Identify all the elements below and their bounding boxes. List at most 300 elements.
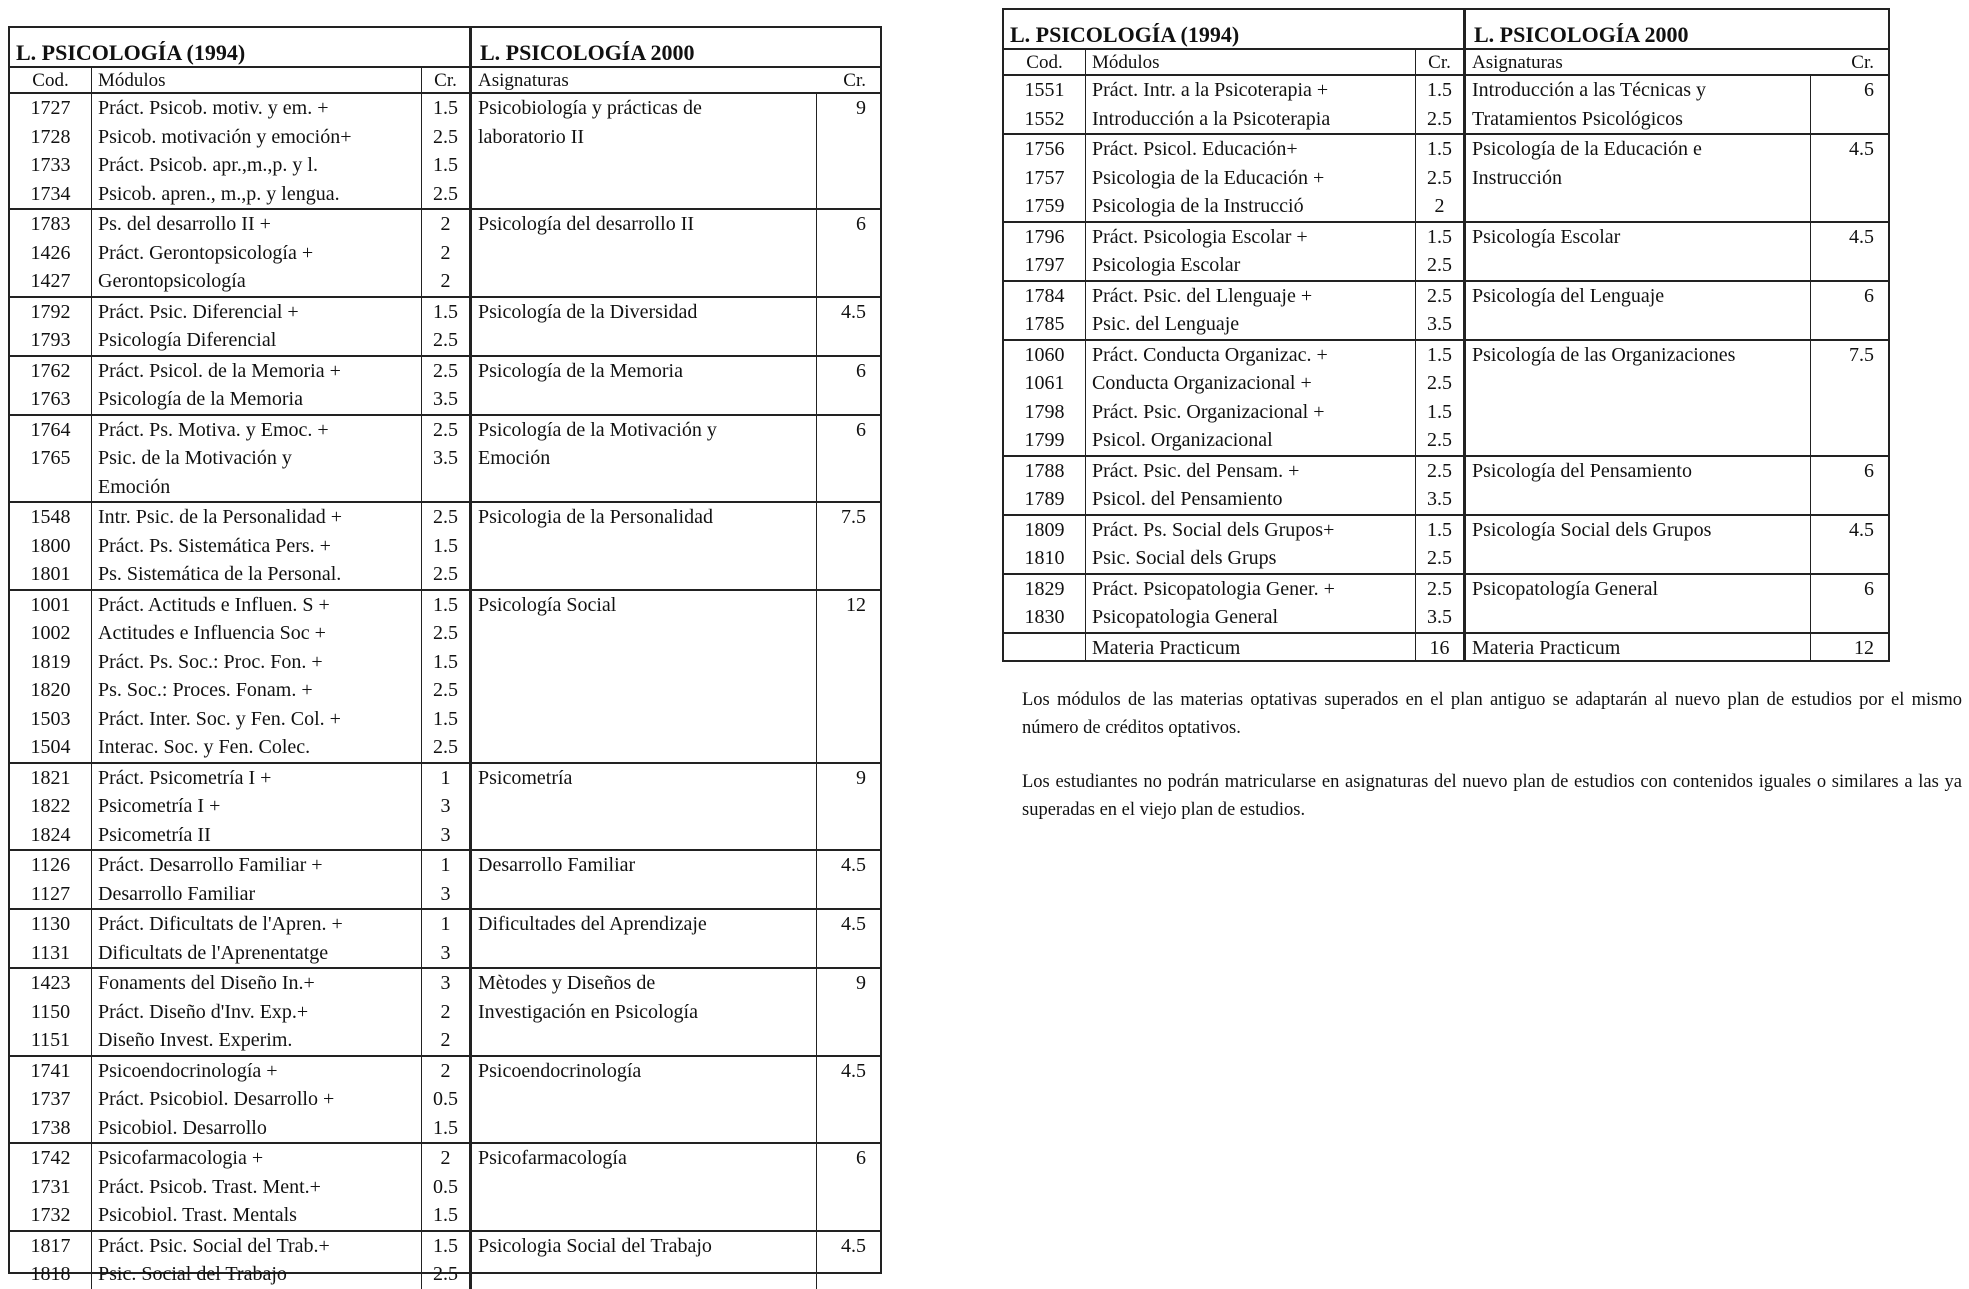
equivalence-row: [10, 1232, 880, 1289]
module-credits: [422, 473, 469, 502]
module-name: Psic. Social del Trabajo: [98, 1263, 287, 1285]
module-name: Práct. Ps. Social dels Grupos+: [1092, 518, 1335, 541]
module-code: 1423: [30, 972, 71, 994]
new-subject-cell: [472, 210, 817, 296]
old-module-cell: [92, 910, 422, 967]
new-subject-cell: [472, 1057, 817, 1143]
old-credit-cell: [1416, 634, 1466, 663]
new-subject-cell: [1466, 282, 1811, 339]
module-credits: 1.5: [433, 1234, 458, 1257]
col-header-cr-new: Cr.: [1851, 52, 1874, 73]
module-code: 1130: [30, 913, 71, 935]
col-header-modulos: Módulos: [92, 68, 422, 92]
module-code: 1762: [30, 359, 71, 382]
new-credit-cell: [817, 910, 880, 967]
module-name: Práct. Psic. del Llenguaje +: [1092, 284, 1313, 307]
left-equivalence-table: [8, 26, 882, 1285]
module-credits: 2: [440, 241, 451, 264]
module-name: Práct. Psicopatologia Gener. +: [1092, 577, 1335, 600]
module-code: 1001: [30, 593, 71, 616]
subject-name: Psicopatología General: [1472, 577, 1659, 600]
new-subject-cell: [472, 1144, 817, 1230]
subject-name: Psicología del Lenguaje: [1472, 284, 1665, 307]
module-code: 1783: [30, 213, 71, 235]
module-name: Práct. Psicob. apr.,m.,p. y l.: [98, 154, 318, 176]
equivalence-row: [10, 210, 880, 298]
old-code-cell: [1004, 341, 1086, 455]
subject-credits: 7.5: [841, 506, 866, 528]
module-name: Emoción: [98, 475, 171, 498]
module-credits: 2.5: [1427, 547, 1452, 569]
module-name: Práct. Ps. Motiva. y Emoc. +: [98, 418, 329, 441]
module-code: 1734: [30, 182, 71, 205]
old-module-cell: [1086, 634, 1416, 663]
equivalence-row: [10, 851, 880, 910]
new-subject-cell: [1466, 575, 1811, 632]
new-subject-cell: [472, 591, 817, 762]
module-credits: 0.5: [433, 1088, 458, 1110]
old-code-cell: [10, 503, 92, 589]
module-name: Práct. Psicobiol. Desarrollo +: [98, 1088, 335, 1110]
module-name: Fonaments del Diseño In.+: [98, 972, 315, 994]
new-subject-cell: [472, 357, 817, 414]
module-name: Psicometría II: [98, 823, 211, 846]
new-subject-cell: [472, 764, 817, 850]
module-name: Psicobiol. Trast. Mentals: [98, 1204, 297, 1226]
subject-name: Psicologia de la Personalidad: [478, 506, 713, 528]
new-plan-title: L. PSICOLOGÍA 2000: [1474, 22, 1689, 47]
subject-credits: 12: [846, 593, 866, 616]
module-name: Psicologia Escolar: [1092, 254, 1241, 276]
subject-credits: 6: [1864, 79, 1874, 101]
equivalence-row: [10, 503, 880, 591]
module-name: Psicofarmacologia +: [98, 1147, 264, 1169]
module-credits: 2.5: [433, 359, 458, 382]
module-code: 1727: [30, 97, 71, 119]
module-code: 1742: [30, 1147, 71, 1169]
subject-name: laboratorio II: [478, 125, 585, 148]
subject-name: Introducción a las Técnicas y: [1472, 79, 1706, 101]
old-credit-cell: [422, 851, 472, 908]
module-name: Psicob. apren., m.,p. y lengua.: [98, 182, 340, 205]
module-credits: 3: [440, 972, 451, 994]
equivalence-row: [10, 910, 880, 969]
module-credits: 2.5: [1427, 372, 1452, 394]
old-credit-cell: [1416, 457, 1466, 514]
subject-name: Emoción: [478, 447, 551, 469]
new-plan-title: L. PSICOLOGÍA 2000: [480, 40, 695, 65]
module-code: 1548: [30, 506, 71, 528]
old-credit-cell: [422, 94, 472, 208]
old-code-cell: [10, 1057, 92, 1143]
old-module-cell: [1086, 76, 1416, 133]
equivalence-row: [1004, 575, 1888, 634]
equivalence-row: [1004, 223, 1888, 282]
module-name: Psicologia de la Educación +: [1092, 166, 1325, 189]
module-code: 1830: [1024, 606, 1065, 628]
left-table-body: [10, 94, 880, 1289]
module-code: 1503: [30, 707, 71, 730]
old-credit-cell: [1416, 282, 1466, 339]
old-module-cell: [92, 416, 422, 502]
old-module-cell: [1086, 341, 1416, 455]
new-credit-cell: [817, 1057, 880, 1143]
new-subject-cell: [1466, 223, 1811, 280]
module-code: 1131: [30, 941, 71, 964]
new-credit-cell: [817, 764, 880, 850]
new-credit-cell: [1811, 634, 1888, 663]
module-name: Dificultats de l'Aprenentatge: [98, 941, 329, 964]
module-name: Práct. Ps. Sistemática Pers. +: [98, 534, 331, 557]
module-code: 1809: [1024, 518, 1065, 541]
subject-name: Psicofarmacología: [478, 1147, 627, 1169]
module-name: Introducción a la Psicoterapia: [1092, 107, 1331, 130]
module-code: 1819: [30, 650, 71, 673]
subject-credits: 4.5: [841, 300, 866, 323]
module-code: 1818: [30, 1263, 71, 1285]
col-header-cr-new: Cr.: [843, 70, 866, 91]
old-code-cell: [1004, 457, 1086, 514]
subject-credits: 4.5: [841, 854, 866, 876]
old-code-cell: [10, 94, 92, 208]
old-module-cell: [1086, 457, 1416, 514]
module-credits: 1.5: [433, 300, 458, 323]
old-code-cell: [10, 969, 92, 1055]
module-credits: 2.5: [433, 679, 458, 701]
equivalence-row: [1004, 516, 1888, 575]
subject-name: Investigación en Psicología: [478, 1000, 698, 1023]
module-credits: 2: [1434, 195, 1445, 217]
old-code-cell: [1004, 282, 1086, 339]
module-code: 1799: [1024, 429, 1065, 451]
new-credit-cell: [1811, 575, 1888, 632]
new-credit-cell: [1811, 76, 1888, 133]
old-credit-cell: [422, 357, 472, 414]
note-optional-modules: Los módulos de las materias optativas superados en el plan antiguo se adaptarán al nuevo plan de estudios por el mismo número de créditos optativos.: [1022, 690, 1962, 738]
module-code: 1759: [1024, 195, 1065, 217]
module-code: 1822: [30, 795, 71, 817]
module-name: Práct. Diseño d'Inv. Exp.+: [98, 1000, 309, 1023]
col-header-cod: Cod.: [10, 68, 92, 92]
old-credit-cell: [422, 416, 472, 502]
old-module-cell: [1086, 516, 1416, 573]
module-credits: 2.5: [1427, 254, 1452, 276]
old-credit-cell: [1416, 341, 1466, 455]
module-name: Práct. Ps. Soc.: Proc. Fon. +: [98, 650, 323, 673]
subject-credits: 6: [1864, 284, 1874, 307]
module-name: Psicologia de la Instrucció: [1092, 195, 1304, 217]
module-code: 1764: [30, 418, 71, 441]
old-code-cell: [10, 1232, 92, 1289]
old-code-cell: [10, 357, 92, 414]
module-credits: 1.5: [433, 1116, 458, 1139]
module-code: 1798: [1024, 400, 1065, 423]
new-subject-cell: [472, 1232, 817, 1289]
old-code-cell: [1004, 135, 1086, 221]
right-table-body: [1004, 76, 1888, 662]
col-header-cod: Cod.: [1004, 50, 1086, 74]
module-credits: 2: [440, 1029, 451, 1051]
new-credit-cell: [817, 210, 880, 296]
new-subject-cell: [1466, 634, 1811, 663]
module-credits: 2.5: [433, 418, 458, 441]
module-credits: 2.5: [433, 506, 458, 528]
subject-credits: 9: [856, 766, 866, 789]
old-module-cell: [92, 851, 422, 908]
module-credits: 2.5: [1427, 459, 1452, 482]
subject-name: Instrucción: [1472, 166, 1562, 189]
subject-credits: 7.5: [1849, 343, 1874, 366]
equivalence-row: [10, 764, 880, 852]
module-code: 1757: [1024, 166, 1065, 189]
module-code: 1824: [30, 823, 71, 846]
module-credits: 2.5: [433, 736, 458, 758]
old-credit-cell: [422, 591, 472, 762]
module-code: 1800: [30, 534, 71, 557]
subject-credits: 12: [1854, 636, 1874, 659]
old-credit-cell: [1416, 575, 1466, 632]
table-title-row: [1004, 10, 1888, 50]
module-code: 1810: [1024, 547, 1065, 569]
module-code: 1796: [1024, 225, 1065, 248]
module-code: 1551: [1024, 79, 1065, 101]
old-module-cell: [92, 764, 422, 850]
module-name: Práct. Psic. Social del Trab.+: [98, 1234, 330, 1257]
module-credits: 3: [440, 795, 451, 817]
equivalence-row: [1004, 634, 1888, 663]
new-credit-cell: [817, 503, 880, 589]
subject-name: Psicología Social: [478, 593, 617, 616]
new-credit-cell: [817, 416, 880, 502]
col-header-cr: Cr.: [1416, 50, 1466, 74]
subject-name: Desarrollo Familiar: [478, 854, 636, 876]
module-credits: 16: [1429, 636, 1450, 659]
module-name: Psicometría I +: [98, 795, 221, 817]
new-subject-cell: [472, 503, 817, 589]
old-code-cell: [10, 416, 92, 502]
module-code: 1763: [30, 388, 71, 410]
old-code-cell: [1004, 516, 1086, 573]
module-code: 1741: [30, 1059, 71, 1082]
module-credits: 1.5: [1427, 343, 1452, 366]
module-credits: 0.5: [433, 1175, 458, 1198]
module-name: Psicoendocrinología +: [98, 1059, 278, 1082]
module-credits: 1.5: [1427, 79, 1452, 101]
module-code: 1789: [1024, 488, 1065, 510]
module-credits: 2.5: [1427, 107, 1452, 130]
module-credits: 1: [440, 854, 451, 876]
module-name: Psic. Social dels Grups: [1092, 547, 1277, 569]
subject-name: Psicología de las Organizaciones: [1472, 343, 1736, 366]
module-name: Práct. Actituds e Influen. S +: [98, 593, 330, 616]
old-module-cell: [92, 94, 422, 208]
new-subject-cell: [1466, 135, 1811, 221]
module-credits: 1.5: [433, 593, 458, 616]
module-code: 1427: [30, 270, 71, 292]
module-credits: 2.5: [1427, 284, 1452, 307]
col-header-modulos: Módulos: [1086, 50, 1416, 74]
module-name: Práct. Desarrollo Familiar +: [98, 854, 323, 876]
module-code: 1732: [30, 1204, 71, 1226]
new-subject-cell: [472, 851, 817, 908]
module-code: 1002: [30, 622, 71, 644]
subject-name: Mètodes y Diseños de: [478, 972, 656, 994]
old-code-cell: [10, 591, 92, 762]
module-credits: 3.5: [433, 447, 458, 469]
subject-credits: 6: [856, 359, 866, 382]
old-module-cell: [92, 591, 422, 762]
new-credit-cell: [817, 298, 880, 355]
equivalence-row: [1004, 135, 1888, 223]
module-name: Diseño Invest. Experim.: [98, 1029, 293, 1051]
new-subject-cell: [472, 298, 817, 355]
equivalence-row: [10, 94, 880, 210]
old-module-cell: [1086, 282, 1416, 339]
module-credits: 2: [440, 270, 451, 292]
old-credit-cell: [422, 1057, 472, 1143]
module-credits: 2.5: [433, 622, 458, 644]
old-credit-cell: [422, 910, 472, 967]
new-subject-cell: [472, 910, 817, 967]
subject-credits: 6: [856, 213, 866, 235]
subject-name: Psicología del desarrollo II: [478, 213, 695, 235]
module-code: [10, 473, 91, 502]
module-code: 1821: [30, 766, 71, 789]
subject-name: Psicología del Pensamiento: [1472, 459, 1692, 482]
module-code: 1785: [1024, 313, 1065, 335]
old-code-cell: [1004, 634, 1086, 663]
equivalence-row: [10, 969, 880, 1057]
subject-name: Dificultades del Aprendizaje: [478, 913, 707, 935]
old-code-cell: [1004, 575, 1086, 632]
module-name: Ps. Sistemática de la Personal.: [98, 563, 342, 585]
module-name: Conducta Organizacional +: [1092, 372, 1312, 394]
module-code: 1150: [30, 1000, 71, 1023]
module-code: 1061: [1024, 372, 1065, 394]
old-code-cell: [10, 298, 92, 355]
right-equivalence-table: [1002, 8, 1890, 662]
new-subject-cell: [472, 94, 817, 208]
module-name: Actitudes e Influencia Soc +: [98, 622, 326, 644]
new-credit-cell: [1811, 135, 1888, 221]
module-credits: 3: [440, 823, 451, 846]
module-name: Práct. Inter. Soc. y Fen. Col. +: [98, 707, 341, 730]
module-code: 1820: [30, 679, 71, 701]
module-name: Práct. Psic. del Pensam. +: [1092, 459, 1300, 482]
module-name: Práct. Conducta Organizac. +: [1092, 343, 1328, 366]
new-subject-cell: [472, 416, 817, 502]
module-code: 1784: [1024, 284, 1065, 307]
subject-name: Psicología de la Memoria: [478, 359, 683, 382]
module-name: Psicopatologia General: [1092, 606, 1279, 628]
equivalence-row: [10, 416, 880, 504]
equivalence-row: [10, 357, 880, 416]
module-credits: 2.5: [1427, 577, 1452, 600]
subject-name: Tratamientos Psicológicos: [1472, 107, 1683, 130]
module-credits: 1: [440, 766, 451, 789]
old-credit-cell: [422, 764, 472, 850]
subject-name: Psicología Social dels Grupos: [1472, 518, 1712, 541]
module-code: 1060: [1024, 343, 1065, 366]
module-credits: 1.5: [433, 534, 458, 557]
new-credit-cell: [1811, 516, 1888, 573]
subject-name: Psicometría: [478, 766, 573, 789]
old-module-cell: [1086, 575, 1416, 632]
module-name: Práct. Gerontopsicología +: [98, 241, 314, 264]
old-module-cell: [92, 357, 422, 414]
module-name: Práct. Psicol. de la Memoria +: [98, 359, 341, 382]
old-module-cell: [92, 298, 422, 355]
module-code: [1004, 634, 1085, 663]
module-code: 1504: [30, 736, 71, 758]
module-name: Práct. Psicometría I +: [98, 766, 272, 789]
module-credits: 1.5: [433, 1204, 458, 1226]
module-code: 1788: [1024, 459, 1065, 482]
equivalence-row: [10, 1144, 880, 1232]
module-name: Práct. Intr. a la Psicoterapia +: [1092, 79, 1329, 101]
subject-credits: 4.5: [841, 1059, 866, 1082]
subject-credits: 4.5: [1849, 138, 1874, 160]
module-name: Práct. Psic. Diferencial +: [98, 300, 299, 323]
old-credit-cell: [422, 969, 472, 1055]
subject-credits: 9: [856, 972, 866, 994]
module-credits: 2.5: [433, 1263, 458, 1285]
module-code: 1792: [30, 300, 71, 323]
module-credits: 2.5: [433, 563, 458, 585]
module-credits: 1.5: [1427, 225, 1452, 248]
old-credit-cell: [1416, 135, 1466, 221]
old-code-cell: [1004, 223, 1086, 280]
module-code: 1426: [30, 241, 71, 264]
new-credit-cell: [817, 1144, 880, 1230]
module-credits: 1.5: [433, 97, 458, 119]
module-code: 1765: [30, 447, 71, 469]
subject-name: Psicología Escolar: [1472, 225, 1621, 248]
new-subject-cell: [1466, 457, 1811, 514]
col-header-asignaturas: Asignaturas: [1472, 52, 1563, 73]
column-header-row: [10, 68, 880, 94]
module-code: 1738: [30, 1116, 71, 1139]
subject-name: Psicología de la Educación e: [1472, 138, 1702, 160]
new-credit-cell: [1811, 223, 1888, 280]
new-credit-cell: [817, 1232, 880, 1289]
old-credit-cell: [1416, 76, 1466, 133]
module-code: 1793: [30, 329, 71, 351]
subject-credits: 6: [856, 1147, 866, 1169]
new-credit-cell: [817, 851, 880, 908]
module-name: Gerontopsicología: [98, 270, 246, 292]
old-code-cell: [1004, 76, 1086, 133]
module-name: Práct. Dificultats de l'Apren. +: [98, 913, 343, 935]
new-credit-cell: [817, 969, 880, 1055]
module-code: 1733: [30, 154, 71, 176]
module-code: 1552: [1024, 107, 1065, 130]
module-credits: 2: [440, 213, 451, 235]
old-credit-cell: [1416, 223, 1466, 280]
old-credit-cell: [422, 1144, 472, 1230]
subject-name: Psicobiología y prácticas de: [478, 97, 702, 119]
module-name: Psic. del Lenguaje: [1092, 313, 1240, 335]
new-subject-cell: [1466, 76, 1811, 133]
module-code: 1829: [1024, 577, 1065, 600]
subject-credits: 4.5: [1849, 518, 1874, 541]
new-credit-cell: [1811, 282, 1888, 339]
module-code: 1151: [30, 1029, 71, 1051]
old-credit-cell: [422, 1232, 472, 1289]
old-code-cell: [10, 764, 92, 850]
module-name: Psicol. Organizacional: [1092, 429, 1273, 451]
module-code: 1731: [30, 1175, 71, 1198]
